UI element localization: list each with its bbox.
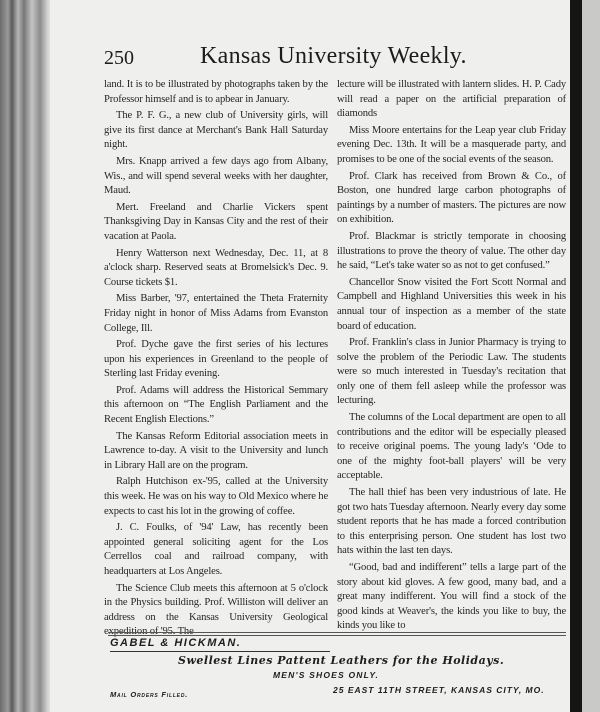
news-item: The Science Club meets this afternoon at 5 o'clock in the Physics building. Prof. Williston will deliver an address on the Kansas University Geological expedition of '95. The xyxy=(104,582,328,638)
news-item: Mert. Freeland and Charlie Vickers spent Thanksgiving Day in Kansas City and the rest of their vacation at Paola. xyxy=(104,201,328,242)
news-item: J. C. Foulks, of '94' Law, has recently been appointed general soliciting agent for the Los Cerrellos coal and railroad company, with headquarters at Los Angeles. xyxy=(104,522,328,577)
page-edge-shadow xyxy=(570,0,582,712)
news-item: Prof. Blackmar is strictly temporate in choosing illustrations to prove the theory of value. The other day he said, “Let's take water so as not to get confused.” xyxy=(337,230,566,272)
news-item: land. It is to be illustrated by photographs taken by the Professor himself and is to apbear in January. xyxy=(104,79,328,105)
news-item: Chancellor Snow visited the Fort Scott Normal and Campbell and Highland Universities this week in his annual tour of inspection as a member of the state board of education. xyxy=(337,276,566,332)
left-column xyxy=(104,78,328,642)
news-item: The P. F. G., a new club of University girls, will give its first dance at Merchant's Bank Hall Saturday night. xyxy=(104,110,328,151)
ad-mail-orders: Mail Orders Filled. xyxy=(110,690,189,699)
news-item: The hall thief has been very industrious of late. He got two hats Tuesday afternoon. Nearly every day some student reports that he has made a forced contribution to this enterprising person. One student has lost two hats within the last ten days. xyxy=(337,487,566,557)
news-item: Miss Barber, '97, entertained the Theta Fraternity Friday night in honor of Miss Adams from Evanston College, Ill. xyxy=(104,293,328,334)
news-item: Prof. Adams will address the Historical Semmary this afternoon on “The English Parliament and the Recent English Elections.” xyxy=(104,384,328,426)
news-item: Prof. Franklin's class in Junior Pharmacy is trying to solve the problem of the Periodic Law. The students were so much interested in Tuesday's recitation that only one of them fell asleep while the professor was lecturing. xyxy=(337,337,566,407)
right-column xyxy=(337,78,566,636)
news-item: Prof. Dyche gave the first series of his lectures upon his experiences in Greenland to the people of Sterling last Friday evening. xyxy=(104,339,328,380)
advertisement xyxy=(108,637,568,709)
news-item: The Kansas Reform Editorial association meets in Lawrence to-day. A visit to the University and lunch in Library Hall are on the program. xyxy=(104,430,328,471)
masthead-title: Kansas University Weekly. xyxy=(200,43,467,69)
book-binding xyxy=(0,0,52,712)
section-divider xyxy=(108,632,566,636)
ad-underline xyxy=(110,651,330,652)
news-item: Ralph Hutchison ex-'95, called at the University this week. He was on his way to Old Mexico where he expects to cast his lot in the growing of coffee. xyxy=(104,476,328,517)
ad-address: 25 EAST 11TH STREET, KANSAS CITY, MO. xyxy=(333,685,545,695)
news-item: “Good, bad and indifferent” tells a large part of the story about kid gloves. A few good, many bad, and a great many indifferent. You will find a stock of the good kinds at Weaver's, the kinds you like to buy, the kinds you like to xyxy=(337,562,566,632)
ad-specialty: MEN'S SHOES ONLY. xyxy=(273,670,380,680)
news-item: Mrs. Knapp arrived a few days ago from Albany, Wis., and will spend several weeks with her daughter, Maud. xyxy=(104,155,328,197)
facing-page-edge xyxy=(582,0,600,712)
news-item: The columns of the Local department are open to all contributions and the editor will be especially pleased to receive original poems. The young lady's ‘Ode to one of the mighty foot-ball players' will be very acceptable. xyxy=(337,412,566,482)
news-item: Henry Watterson next Wednesday, Dec. 11, at 8 a'clock sharp. Reserved seats at Bromelsick's Dec. 9. Course tickets $1. xyxy=(104,247,328,288)
news-item: lecture will be illustrated with lantern slides. H. P. Cady will read a paper on the artificial preparation of diamonds xyxy=(337,79,566,120)
news-item: Miss Moore entertains for the Leap year club Friday evening Dec. 13th. It will be a masquerade party, and promises to be one of the social events of the season. xyxy=(337,124,566,165)
ad-firm-name: GABEL & HICKMAN. xyxy=(110,637,242,649)
ad-slogan: Swellest Lines Pattent Leathers for the Holidays. xyxy=(178,654,505,667)
news-item: Prof. Clark has received from Brown & Co., of Boston, one hundred large carbon photographs of paintings by a number of masters. The pictures are now on exhibition. xyxy=(337,170,566,226)
page-number: 250 xyxy=(104,47,134,69)
